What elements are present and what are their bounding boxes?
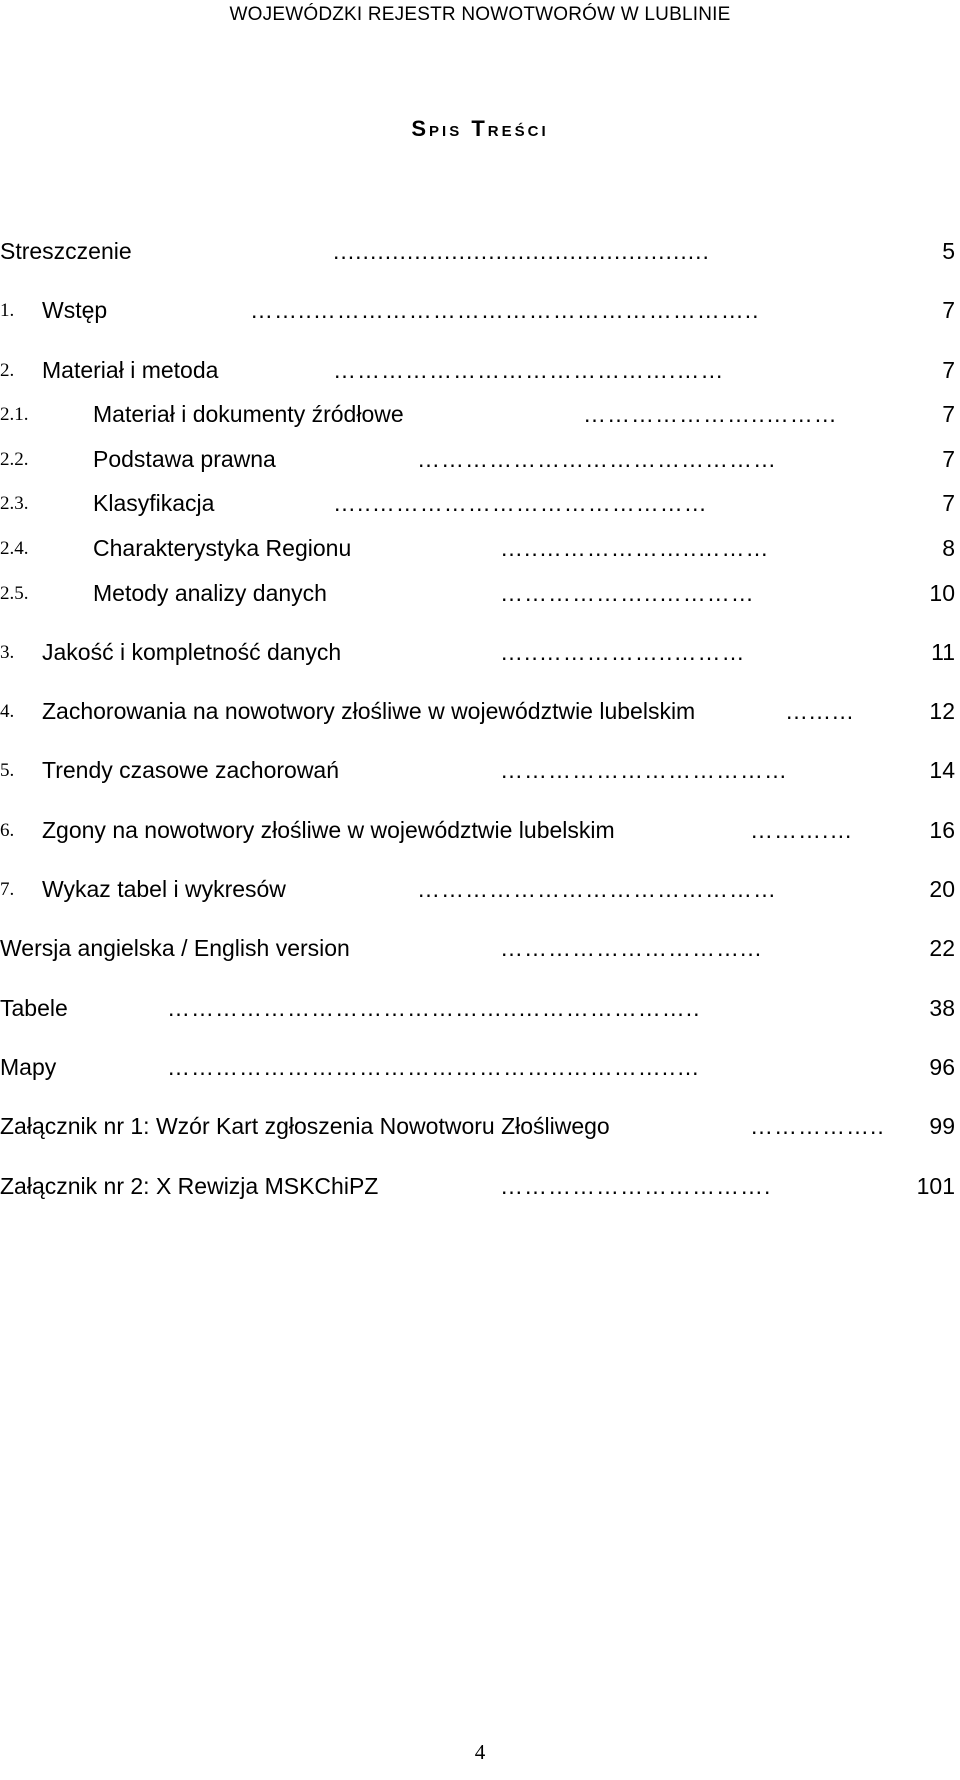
toc-entry-page: 22 [929, 935, 955, 961]
toc-entry-label: Mapy [0, 1054, 57, 1080]
toc-entry-page: 11 [931, 639, 955, 665]
toc-entry-page: 12 [929, 698, 955, 724]
toc-entry-leader: …………………………………….…… [333, 357, 725, 383]
running-header: WOJEWÓDZKI REJESTR NOWOTWORÓW W LUBLINIE [229, 4, 731, 25]
toc-entry-page: 96 [929, 1054, 955, 1080]
toc-entry-leader: …...… [785, 698, 856, 724]
toc-title: Spis Treści [411, 116, 549, 141]
toc-entry-page: 7 [942, 401, 955, 427]
toc-entry[interactable] [0, 233, 960, 269]
toc-entry-leader: ……………………………………… [417, 876, 777, 902]
toc-entry-leader: ………………..………… [500, 580, 755, 606]
toc-entry-label: Metody analizy danych [93, 580, 327, 606]
toc-entry-leader: ................................................... [333, 238, 710, 264]
toc-entry-leader: ……………………………. [500, 1173, 772, 1199]
toc-entry-leader: …..…………………………………… [333, 490, 708, 516]
toc-entry-page: 16 [929, 817, 955, 843]
toc-entry-label: Streszczenie [0, 238, 132, 264]
toc-entry-label: Wstęp [42, 297, 108, 323]
toc-entry-number: 2.5. [0, 583, 29, 604]
toc-entry-leader: …………………..……… [583, 401, 838, 427]
toc-entry[interactable] [0, 1168, 960, 1204]
toc-entry[interactable] [0, 441, 960, 477]
toc-entry[interactable] [0, 752, 960, 788]
toc-entry-leader: …..………………..……… [500, 535, 770, 561]
toc-entry[interactable] [0, 871, 960, 907]
toc-entry[interactable] [0, 812, 960, 848]
toc-entry[interactable] [0, 485, 960, 521]
toc-entry-page: 7 [942, 490, 955, 516]
toc-entry-leader: ……………………………… [500, 757, 788, 783]
toc-entry-label: Wykaz tabel i wykresów [42, 876, 286, 902]
toc-entry-number: 3. [0, 642, 15, 663]
toc-entry-leader: …………….. [750, 1113, 885, 1139]
toc-entry-label: Załącznik nr 1: Wzór Kart zgłoszenia Nowotworu Złośliwego [0, 1113, 610, 1139]
toc-entry[interactable] [0, 1049, 960, 1085]
toc-entry-number: 2.2. [0, 449, 29, 470]
toc-entry-label: Tabele [0, 995, 68, 1021]
toc-entry-page: 38 [929, 995, 955, 1021]
toc-entry-label: Klasyfikacja [93, 490, 215, 516]
toc-entry-number: 2.3. [0, 493, 29, 514]
toc-entry[interactable] [0, 1108, 960, 1144]
toc-entry-number: 7. [0, 879, 15, 900]
toc-entry[interactable] [0, 575, 960, 611]
toc-entry-leader: ……………………………………… [417, 446, 777, 472]
toc-entry-page: 8 [942, 535, 955, 561]
toc-entry[interactable] [0, 530, 960, 566]
toc-entry-page: 7 [942, 357, 955, 383]
toc-entry-page: 99 [929, 1113, 955, 1139]
toc-entry-leader: ……….… [750, 817, 854, 843]
toc-entry-label: Wersja angielska / English version [0, 935, 350, 961]
toc-entry-number: 1. [0, 300, 15, 321]
toc-entry-label: Podstawa prawna [93, 446, 276, 472]
toc-entry-number: 5. [0, 760, 15, 781]
toc-entry-leader: …………………………………………..…………..… [167, 1054, 701, 1080]
toc-entry-label: Jakość i kompletność danych [42, 639, 342, 665]
toc-entry-label: Trendy czasowe zachorowań [42, 757, 340, 783]
toc-entry[interactable] [0, 396, 960, 432]
toc-entry-leader: ……..……………………………………………….. [250, 297, 760, 323]
toc-entry-leader: …………………………... [500, 935, 763, 961]
toc-entry-page: 5 [942, 238, 955, 264]
toc-entry[interactable] [0, 352, 960, 388]
toc-entry[interactable] [0, 930, 960, 966]
toc-entry-page: 10 [929, 580, 955, 606]
toc-entry-label: Materiał i metoda [42, 357, 219, 383]
toc-entry[interactable] [0, 990, 960, 1026]
toc-entry-label: Zachorowania na nowotwory złośliwe w województwie lubelskim [42, 698, 696, 724]
toc-entry-leader: …..……………..……… [500, 639, 746, 665]
toc-entry-number: 2.4. [0, 538, 29, 559]
toc-entry-page: 20 [929, 876, 955, 902]
toc-entry[interactable] [0, 693, 960, 729]
toc-entry-page: 7 [942, 297, 955, 323]
toc-entry-page: 101 [916, 1173, 955, 1199]
toc-entry-number: 6. [0, 820, 15, 841]
page-number: 4 [474, 1740, 486, 1764]
toc-entry-page: 7 [942, 446, 955, 472]
toc-entry-label: Materiał i dokumenty źródłowe [93, 401, 404, 427]
toc-entry-number: 2. [0, 360, 15, 381]
toc-entry-number: 2.1. [0, 404, 29, 425]
toc-entry-label: Charakterystyka Regionu [93, 535, 352, 561]
toc-entry[interactable] [0, 292, 960, 328]
toc-entry-label: Załącznik nr 2: X Rewizja MSKChiPZ [0, 1173, 379, 1199]
toc-entry-page: 14 [929, 757, 955, 783]
toc-entry[interactable] [0, 634, 960, 670]
toc-entry-number: 4. [0, 701, 15, 722]
toc-entry-leader: ……………………………………..………………….. [167, 995, 701, 1021]
toc-entry-label: Zgony na nowotwory złośliwe w województwie lubelskim [42, 817, 615, 843]
